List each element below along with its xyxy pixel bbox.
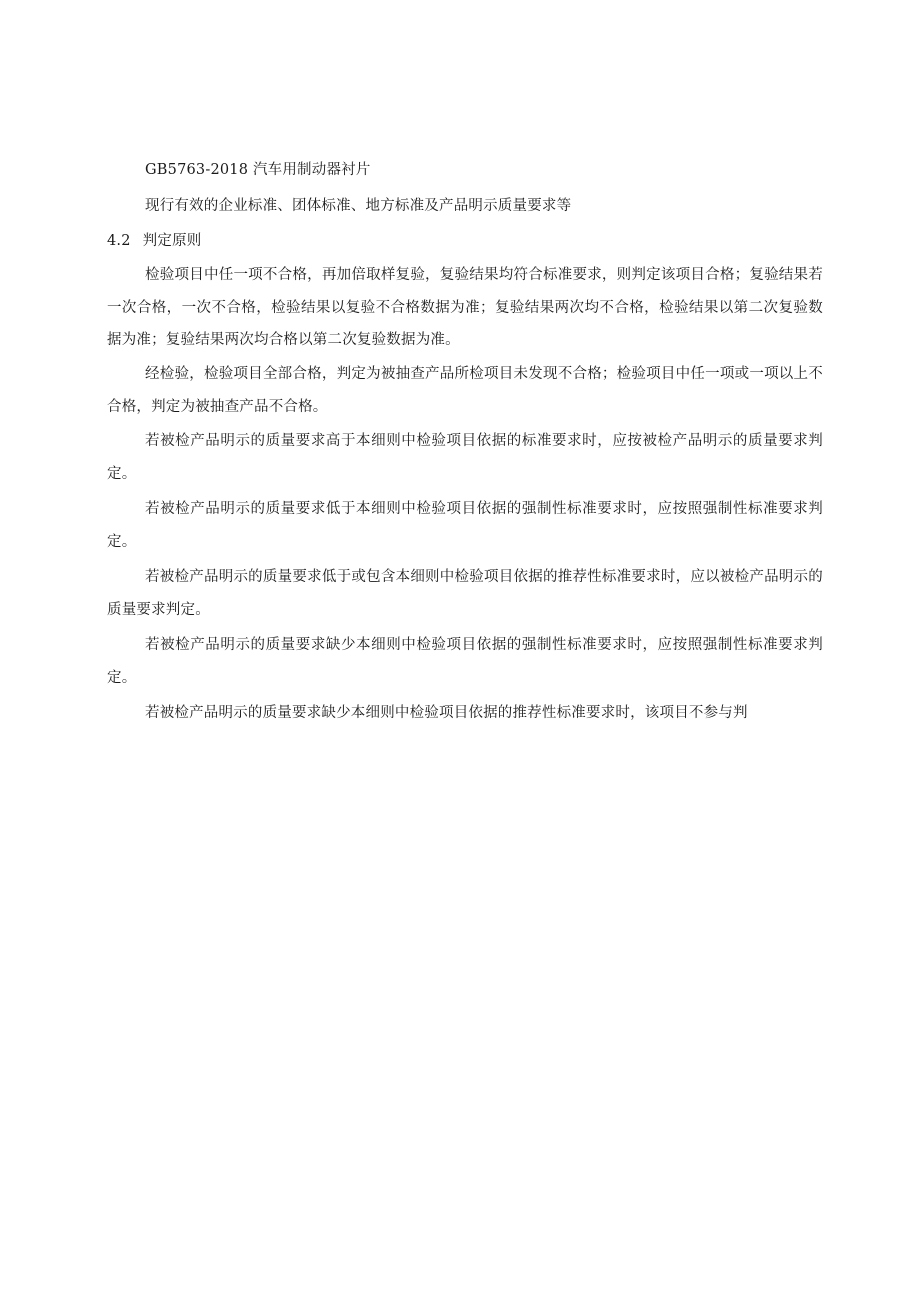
section-title: 判定原则 bbox=[142, 233, 202, 249]
paragraph-higher-claim: 若被检产品明示的质量要求高于本细则中检验项目依据的标准要求时，应按被检产品明示的质量要求判定。 bbox=[107, 433, 823, 482]
paragraph-overall-judgement: 经检验，检验项目全部合格，判定为被抽查产品所检项目未发现不合格；检验项目中任一项或一项以上不合格，判定为被抽查产品不合格。 bbox=[107, 366, 823, 415]
paragraph-missing-recommended: 若被检产品明示的质量要求缺少本细则中检验项目依据的推荐性标准要求时，该项目不参与判 bbox=[145, 705, 748, 721]
section-number: 4.2 bbox=[107, 233, 131, 249]
standard-item-other: 现行有效的企业标准、团体标准、地方标准及产品明示质量要求等 bbox=[145, 198, 572, 214]
paragraph-lower-recommended: 若被检产品明示的质量要求低于或包含本细则中检验项目依据的推荐性标准要求时，应以被检产品明示的质量要求判定。 bbox=[107, 569, 823, 618]
standard-item-gb5763: GB5763-2018 汽车用制动器衬片 bbox=[145, 162, 371, 178]
paragraph-lower-mandatory: 若被检产品明示的质量要求低于本细则中检验项目依据的强制性标准要求时，应按照强制性标准要求判定。 bbox=[107, 501, 823, 550]
paragraph-missing-mandatory: 若被检产品明示的质量要求缺少本细则中检验项目依据的强制性标准要求时，应按照强制性标准要求判定。 bbox=[107, 637, 823, 686]
paragraph-retest-rule: 检验项目中任一项不合格，再加倍取样复验，复验结果均符合标准要求，则判定该项目合格；复验结果若一次合格，一次不合格，检验结果以复验不合格数据为准；复验结果两次均不合格，检验结果以第二次复验数据为准；复验结果两次均合格以第二次复验数据为准。 bbox=[107, 267, 823, 348]
section-heading bbox=[107, 231, 201, 251]
